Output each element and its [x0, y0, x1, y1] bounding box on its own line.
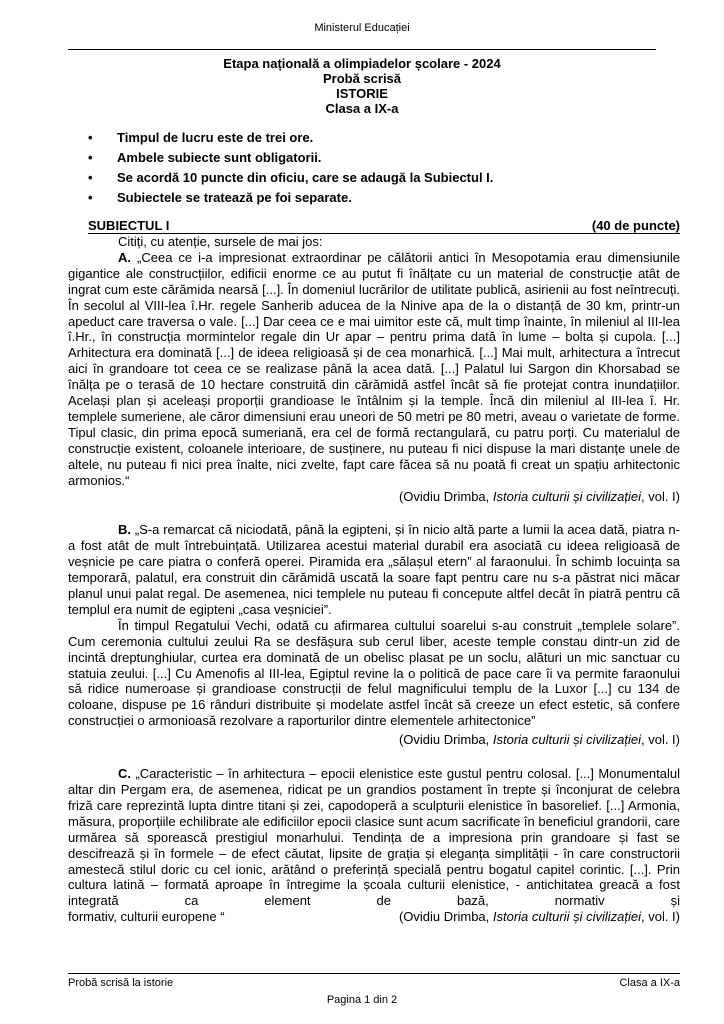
- instruction-text: Subiectele se tratează pe foi separate.: [117, 190, 352, 205]
- citation-volume: , vol. I): [640, 909, 680, 925]
- source-text: „Caracteristic – în arhitectura – epocii elenistice este gustul pentru colosal. [...] Monumentalul altar din Pergam era, de asemenea, ridicat pe un grandios postament în trepte și înconjurat de celebra friză care reprezintă lupta dintre titani și zei, capodoperă a sculpturii elenistice în basorelief. [...] Armonia, măsura, proporțiile echilibrate ale edificiilor epocii clasice sunt acum sacrificate în beneficiul grandorii, care urmărea să sporească prestigiul monarhului. Tendința de a impresiona prin grandoare și fast se descifrează și în formele – de efect căutat, lipsite de grația și eleganța simplității - în care constructorii amestecă stilul doric cu cel ionic, arătând o preferință specială pentru bogatul capitel corintic. [...]. Prin cultura latină – formată aproape în întregime la școala culturii elenistice, - antichitatea greacă a fost integrată ca element de bază, normativ și: [68, 766, 681, 909]
- source-letter: C.: [118, 766, 131, 782]
- footer-left: Probă scrisă la istorie: [68, 977, 174, 989]
- instructions-list: [88, 128, 493, 208]
- subject-name: SUBIECTUL I: [88, 218, 170, 233]
- instruction-item: [88, 168, 493, 188]
- title-line-exam: Etapa națională a olimpiadelor școlare - 2024: [223, 56, 501, 71]
- title-line-class: Clasa a IX-a: [325, 101, 399, 116]
- source-letter: B.: [118, 522, 131, 538]
- source-text: formativ, culturii europene “: [68, 909, 225, 925]
- source-c-last-line: [68, 909, 680, 925]
- bullet-icon: •: [88, 130, 93, 145]
- source-b: [68, 522, 680, 617]
- instruction-item: [88, 128, 493, 148]
- bullet-icon: •: [88, 150, 93, 165]
- source-text: „S-a remarcat că niciodată, până la egipteni, și în nicio altă parte a lumii la acea dată, piatra n-a fost atât de mult întrebuințată. Utilizarea acestui material durabil era asociată cu ideea religioasă de veșnicie pe care piatra o conferă operei. Piramida era „sălașul etern” al faraonului. În schimb locuința sa temporară, palatul, era construit din cărămidă uscată la soare fapt pentru care nu s-a păstrat nici măcar planul unui palat regal. De asemenea, nici templele nu puteau fi concepute altfel decât în piatră pentru că templul era numit de egipteni „casa veșniciei”.: [68, 522, 680, 617]
- citation-author: (Ovidiu Drimba,: [398, 909, 493, 925]
- source-b-paragraph-2: În timpul Regatului Vechi, odată cu afirmarea cultului soarelui s-au construit „templele solare”. Cum ceremonia cultului zeului Ra se desfășura sub cerul liber, aceste temple constau dintr-un zid de incintă dreptunghiular, curtea era dominată de un obelisc plasat pe un soclu, alături un mic sanctuar cu statuia zeului. [...] Cu Amenofis al III-lea, Egiptul revine la o politică de pace care îi va permite faraonului să ridice numeroase și grandioase construcții de felul magnificului templu de la Luxor [...] cu 134 de coloane, dispuse pe 16 rânduri distribuite și modelate astfel încât să creeze un efect estetic, să confere construcției o armonioasă rezolvare a raporturilor dintre elementele arhitectonice”: [68, 617, 680, 729]
- citation-author: (Ovidiu Drimba,: [398, 732, 493, 748]
- source-a: [68, 250, 680, 489]
- header-divider: [68, 49, 656, 50]
- citation-title: Istoria culturii și civilizației: [492, 909, 641, 925]
- page-number: Pagina 1 din 2: [326, 994, 398, 1006]
- instruction-item: [88, 188, 493, 208]
- source-text: „Ceea ce i-a impresionat extraordinar pe călătorii antici în Mesopotamia erau dimensiunile gigantice ale construcțiilor, edificii enorme ce au putut fi înălțate cu un material de construcție atât de ingrat cum este cărămida nearsă [...]. În domeniul lucrărilor de utilitate publică, asirienii au fost neîntrecuți. În secolul al VIII-lea î.Hr. regele Sanherib aducea de la Ninive apa de la o distanță de 30 km, printr-un apeduct care traversa o vale. [...] Dar ceea ce e mai uimitor este că, mult timp înainte, în mileniul al III-lea î.Hr., în construcția mormintelor regale din Ur apar – pentru prima dată în lume – bolta și cupola. [...] Arhitectura era dominată [...] de ideea religioasă și de cea monarhică. [...] Mai mult, arhitectura a întrecut aici în grandoare tot ceea ce se realizase până la acea dată. [...] Palatul lui Sargon din Khorsabad se înălța pe o terasă de 10 hectare construită din cărămidă astfel încât să fie protejat contra inundațiilor. Același plan și aceleași proporții grandioase le întâlnim și la temple. Încă din mileniul al III-lea î. Hr. templele sumeriene, ale căror dimensiuni erau uneori de 50 metri pe 80 metri, aveau o varietate de forme. Tipul clasic, din prima epocă sumeriană, era cel de formă rectangulară, cu patru porți. Cu materialul de construcție existent, coloanele interioare, de susținere, nu puteau fi nici dispuse la mari distanțe unele de altele, nu puteau fi nici prea înalte, nici zvelte, fapt care făcea să nu poată fi creat un spațiu arhitectonic armonios.“: [68, 249, 680, 488]
- subject-heading: [88, 218, 680, 234]
- footer-divider: [68, 973, 680, 974]
- citation-volume: , vol. I): [640, 732, 680, 748]
- sources-body: [68, 234, 680, 925]
- citation-volume: , vol. I): [640, 488, 680, 504]
- subject-points: (40 de puncte): [591, 218, 680, 233]
- citation-author: (Ovidiu Drimba,: [398, 488, 493, 504]
- bullet-icon: •: [88, 170, 93, 185]
- subject-intro: Citiți, cu atenție, sursele de mai jos:: [118, 234, 323, 249]
- title-line-subject: ISTORIE: [336, 86, 388, 101]
- citation-title: Istoria culturii și civilizației: [492, 732, 641, 748]
- footer-right: Clasa a IX-a: [619, 977, 680, 989]
- ministry-header: Ministerul Educației: [314, 22, 410, 34]
- document-title: [0, 56, 724, 116]
- source-citation: [68, 489, 680, 505]
- instruction-text: Ambele subiecte sunt obligatorii.: [117, 150, 322, 165]
- bullet-icon: •: [88, 190, 93, 205]
- source-letter: A.: [118, 249, 131, 265]
- citation-title: Istoria culturii și civilizației: [492, 488, 641, 504]
- instruction-text: Se acordă 10 puncte din oficiu, care se adaugă la Subiectul I.: [117, 170, 494, 185]
- instruction-text: Timpul de lucru este de trei ore.: [117, 130, 314, 145]
- source-citation: [399, 909, 680, 925]
- instruction-item: [88, 148, 493, 168]
- source-c: [68, 766, 680, 909]
- source-citation: [68, 732, 680, 748]
- title-line-type: Probă scrisă: [322, 71, 402, 86]
